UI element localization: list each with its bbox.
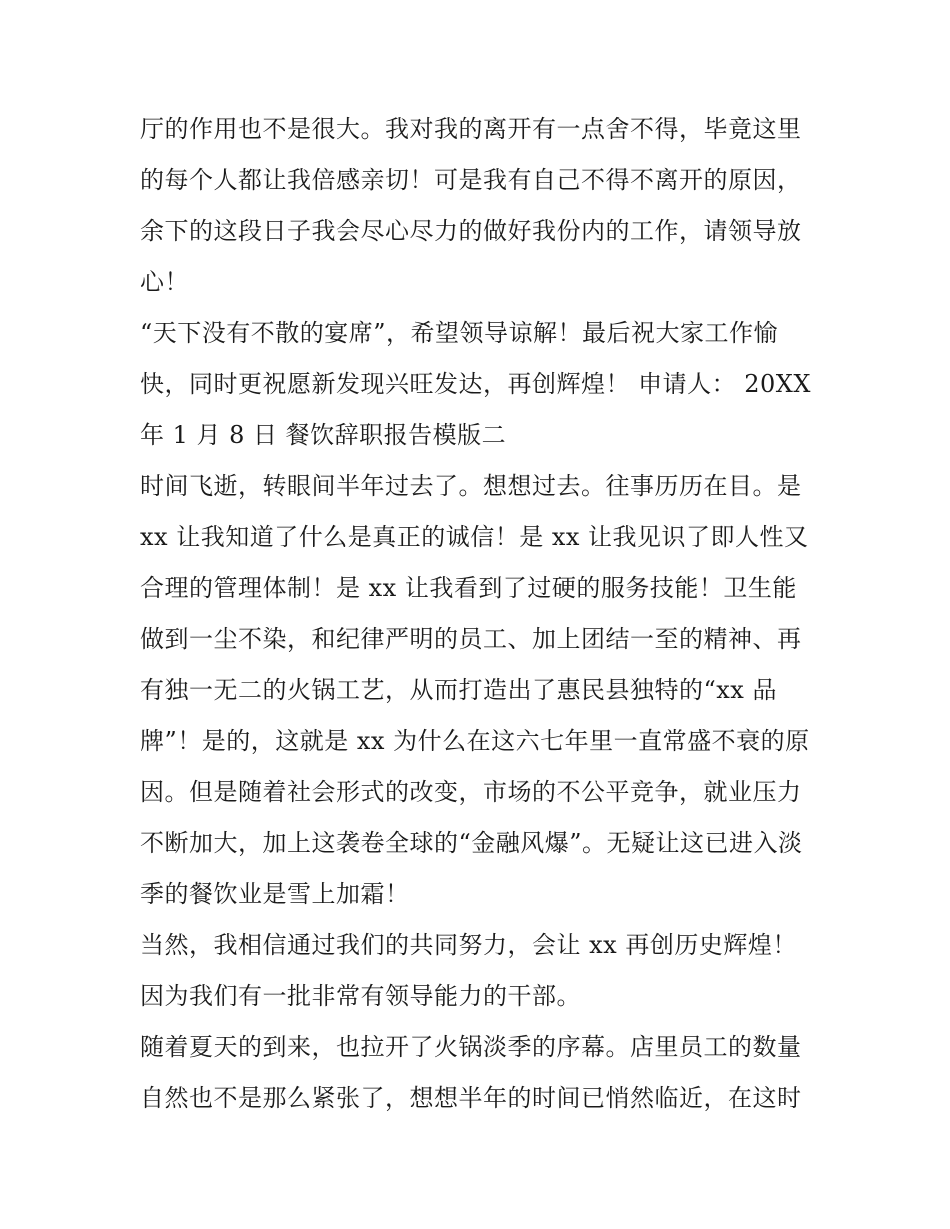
text-line: 当然，我相信通过我们的共同努力，会让 xx 再创历史辉煌！ xyxy=(140,931,797,959)
text-line: 余下的这段日子我会尽心尽力的做好我份内的工作，请领导放 xyxy=(140,217,802,245)
text-line: 有独一无二的火锅工艺，从而打造出了惠民县独特的“xx 品 xyxy=(140,676,777,704)
document-page xyxy=(140,104,820,1124)
text-line: “天下没有不散的宴席”，希望领导谅解！最后祝大家工作愉 xyxy=(140,319,779,347)
section-title-line: 年 1 月 8 日 餐饮辞职报告模版二 xyxy=(140,421,507,449)
text-line: 厅的作用也不是很大。我对我的离开有一点舍不得，毕竟这里 xyxy=(140,115,802,143)
text-line: 不断加大，加上这袭卷全球的“金融风爆”。无疑让这已进入淡 xyxy=(140,829,803,857)
text-line: 合理的管理体制！是 xx 让我看到了过硬的服务技能！卫生能 xyxy=(140,574,797,602)
text-line: 随着夏天的到来，也拉开了火锅淡季的序幕。店里员工的数量 xyxy=(140,1033,802,1061)
text-line: 做到一尘不染，和纪律严明的员工、加上团结一至的精神、再 xyxy=(140,625,802,653)
text-line: 牌”！是的，这就是 xx 为什么在这六七年里一直常盛不衰的原 xyxy=(140,727,810,755)
text-line: 的每个人都让我倍感亲切！可是我有自己不得不离开的原因， xyxy=(140,166,802,194)
text-line: 快，同时更祝愿新发现兴旺发达，再创辉煌！ 申请人： 20XX xyxy=(140,370,811,398)
text-line: 自然也不是那么紧张了，想想半年的时间已悄然临近，在这时 xyxy=(140,1084,802,1112)
text-line: xx 让我知道了什么是真正的诚信！是 xx 让我见识了即人性又 xyxy=(140,523,809,551)
text-line: 时间飞逝，转眼间半年过去了。想想过去。往事历历在目。是 xyxy=(140,472,802,500)
text-line: 因为我们有一批非常有领导能力的干部。 xyxy=(140,982,581,1010)
text-line: 季的餐饮业是雪上加霜！ xyxy=(140,880,410,908)
text-line: 心！ xyxy=(140,268,189,296)
text-line: 因。但是随着社会形式的改变，市场的不公平竞争，就业压力 xyxy=(140,778,802,806)
